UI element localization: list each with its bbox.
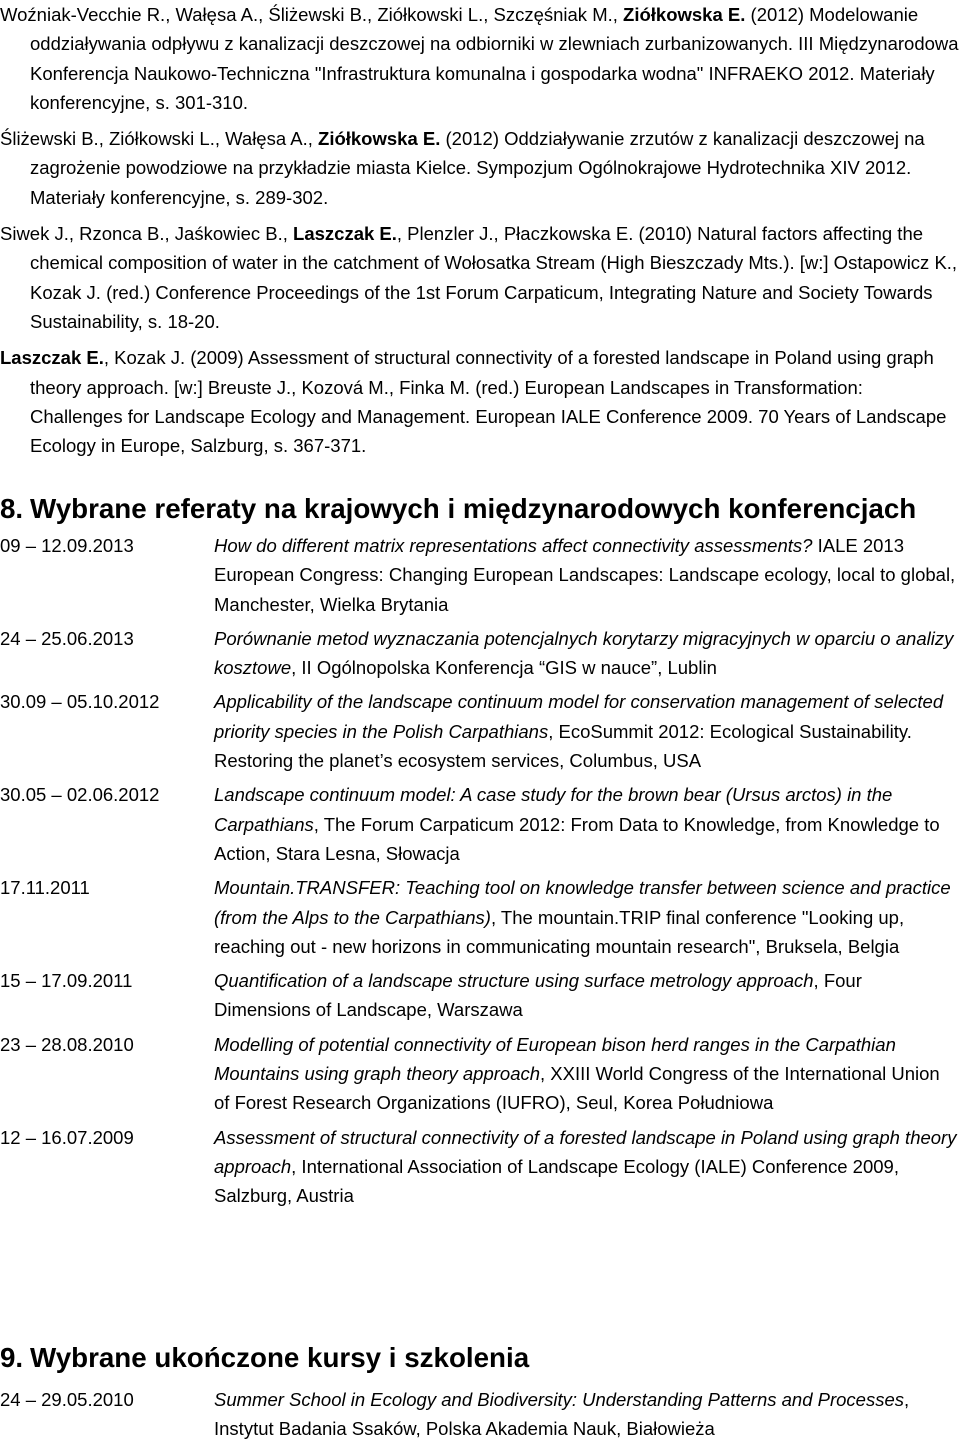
- talk-title: Landscape continuum model: A case study for the brown bear (Ursus arctos) in the Carpathians: [214, 784, 893, 835]
- conference-date: 09 – 12.09.2013: [0, 535, 134, 556]
- event-details: , EcoSummit 2012: Ecological Sustainability. Restoring the planet’s ecosystem services, Columbus, USA: [214, 720, 912, 772]
- conference-entry: [214, 624, 958, 683]
- citation-text: (2012) Modelowanie oddziaływania odpływu z kanalizacji deszczowej na odbiorniki w zlewniach zurbanizowanych. III Międzynarodowa Konferencja Naukowo-Techniczna "Infrastruktura komunalna i gospodarka wodna" INFRAEKO 2012. Materiały konferencyjne, s. 301-310.: [30, 4, 959, 113]
- conference-date: 17.11.2011: [0, 877, 90, 899]
- publication-list: [0, 0, 960, 460]
- publication-entry: [0, 124, 960, 212]
- conference-entry: [214, 873, 958, 961]
- citation-text: (2012) Oddziaływanie zrzutów z kanalizacji deszczowej na zagrożenie powodziowe na przykładzie miasta Kielce. Sympozjum Ogólnokrajowe Hydrotechnika XIV 2012. Materiały konferencyjne, s. 289-302.: [30, 128, 925, 208]
- conference-item: [0, 624, 960, 683]
- conference-date: 23 – 28.08.2010: [0, 1033, 134, 1055]
- section-number: 9.: [0, 1342, 24, 1373]
- conference-item: [0, 873, 960, 961]
- event-details: IALE 2013 European Congress: Changing European Landscapes: Landscape ecology, local to global, Manchester, Wielka Brytania: [214, 535, 956, 615]
- conference-list: [0, 531, 960, 1211]
- citation-text: , Plenzler J., Płaczkowska E. (2010) Natural factors affecting the chemical composition of water in the catchment of Wołosatka Stream (High Bieszczady Mts.). [w:] Ostapowicz K., Kozak J. (red.) Conference Proceedings of the 1st Forum Carpaticum, Integrating Nature and Society Towards Sustainability, s. 18-20.: [30, 223, 958, 332]
- talk-title: Mountain.TRANSFER: Teaching tool on knowledge transfer between science and practice (from the Alps to the Carpathians): [214, 877, 951, 928]
- conference-item: [0, 780, 960, 868]
- event-details: , XXIII World Congress of the International Union of Forest Research Organizations (IUFRO), Seul, Korea Południowa: [214, 1063, 940, 1114]
- citation-text: , Kozak J. (2009) Assessment of structural connectivity of a forested landscape in Poland using graph theory approach. [w:] Breuste J., Kozová M., Finka M. (red.) European Landscapes in Transformation: Challenges for Landscape Ecology and Management. European IALE Conference 2009. 70 Years of Landscape Ecology in Europe, Salzburg, s. 367-371.: [30, 347, 947, 457]
- conference-date: 24 – 25.06.2013: [0, 627, 134, 649]
- publication-entry: [0, 219, 960, 336]
- talk-title: Quantification of a landscape structure using surface metrology approach: [214, 970, 814, 992]
- section-number: 8.: [0, 493, 24, 524]
- talk-title: Applicability of the landscape continuum model for conservation management of selected priority species in the Polish Carpathians: [214, 691, 944, 742]
- conference-item: [0, 531, 960, 619]
- authors: Woźniak-Vecchie R., Wałęsa A., Śliżewski B., Ziółkowski L., Szczęśniak M.,: [0, 4, 624, 25]
- course-item: [0, 1385, 960, 1444]
- conference-entry: [214, 1123, 958, 1211]
- conference-item: [0, 687, 960, 775]
- section-heading-conferences: [0, 494, 960, 523]
- talk-title: How do different matrix representations affect connectivity assessments?: [214, 535, 813, 556]
- conference-entry: [214, 780, 958, 868]
- conference-item: [0, 966, 960, 1025]
- conference-entry: [214, 1030, 958, 1118]
- section-title: Wybrane referaty na krajowych i międzynarodowych konferencjach: [30, 493, 917, 524]
- conference-entry: [214, 531, 958, 619]
- authors: Siwek J., Rzonca B., Jaśkowiec B.,: [0, 223, 294, 245]
- conference-item: [0, 1030, 960, 1118]
- event-details: , Four Dimensions of Landscape, Warszawa: [214, 970, 862, 1021]
- talk-title: Assessment of structural connectivity of a forested landscape in Poland using graph theory approach: [214, 1126, 957, 1177]
- course-list: [0, 1385, 960, 1444]
- event-details: , The mountain.TRIP final conference "Looking up, reaching out - new horizons in communicating mountain research", Bruksela, Belgia: [214, 906, 905, 957]
- conference-date: 15 – 17.09.2011: [0, 970, 133, 992]
- conference-entry: [214, 687, 958, 775]
- course-entry: [214, 1385, 958, 1444]
- conference-date: 30.09 – 05.10.2012: [0, 691, 160, 713]
- event-details: , II Ogólnopolska Konferencja “GIS w nauce”, Lublin: [291, 657, 717, 679]
- event-details: , International Association of Landscape Ecology (IALE) Conference 2009, Salzburg, Austria: [214, 1155, 899, 1207]
- event-details: , The Forum Carpaticum 2012: From Data to Knowledge, from Knowledge to Action, Stara Lesna, Słowacja: [214, 813, 940, 864]
- highlighted-author: Ziółkowska E.: [318, 128, 441, 150]
- course-title: Summer School in Ecology and Biodiversity: Understanding Patterns and Processes: [214, 1389, 904, 1410]
- section-heading-courses: [0, 1343, 960, 1372]
- talk-title: Porównanie metod wyznaczania potencjalnych korytarzy migracyjnych w oparciu o analizy kosztowe: [214, 627, 954, 679]
- highlighted-author: Laszczak E.: [0, 347, 104, 369]
- conference-date: 12 – 16.07.2009: [0, 1126, 134, 1148]
- course-date: 24 – 29.05.2010: [0, 1389, 134, 1410]
- section-title: Wybrane ukończone kursy i szkolenia: [30, 1342, 530, 1373]
- highlighted-author: Laszczak E.: [293, 223, 397, 245]
- talk-title: Modelling of potential connectivity of European bison herd ranges in the Carpathian Mountains using graph theory approach: [214, 1033, 896, 1085]
- course-details: , Instytut Badania Ssaków, Polska Akademia Nauk, Białowieża: [214, 1389, 910, 1440]
- publication-entry: [0, 343, 960, 460]
- publication-entry: [0, 0, 960, 117]
- conference-date: 30.05 – 02.06.2012: [0, 784, 160, 806]
- authors: Śliżewski B., Ziółkowski L., Wałęsa A.,: [0, 128, 319, 150]
- highlighted-author: Ziółkowska E.: [623, 4, 746, 25]
- conference-item: [0, 1123, 960, 1211]
- conference-entry: [214, 966, 958, 1025]
